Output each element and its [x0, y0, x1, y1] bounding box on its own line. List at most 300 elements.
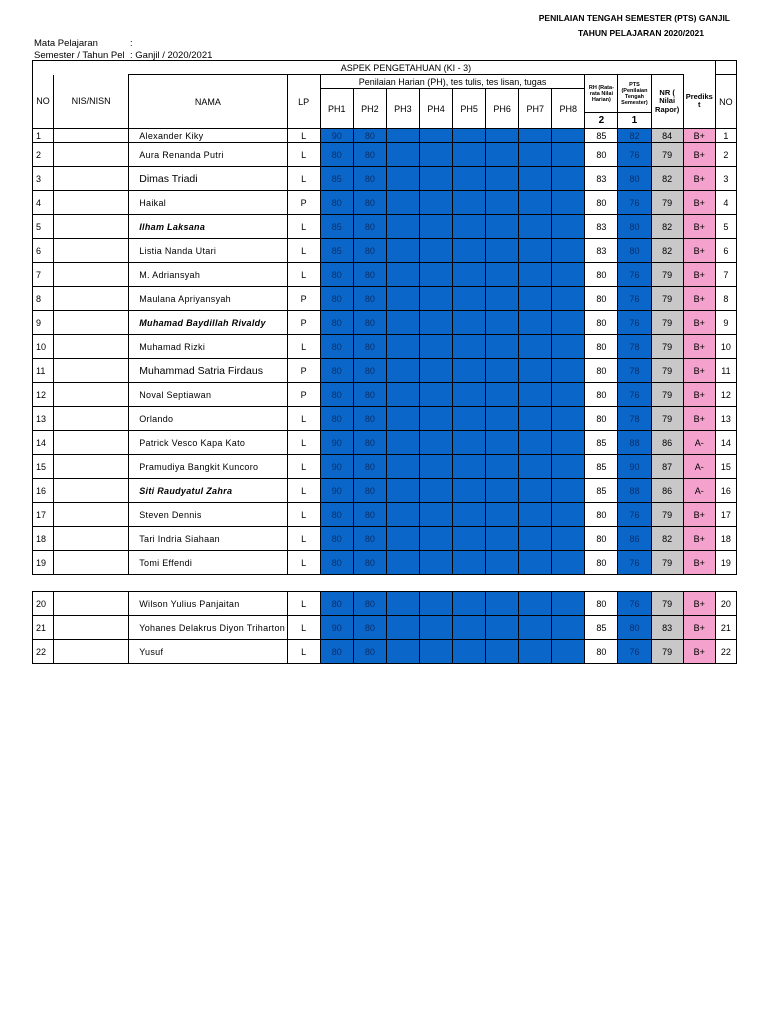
row-ph8: [552, 383, 585, 407]
row-no: 19: [33, 551, 54, 575]
row-ph4: [419, 263, 452, 287]
col-ph8: PH8: [552, 89, 585, 129]
row-pts: 76: [618, 640, 651, 664]
row-ph3: [386, 311, 419, 335]
table-row: [33, 503, 737, 527]
row-predikat: B+: [683, 592, 715, 616]
row-ph1: 80: [320, 383, 353, 407]
table-row: [33, 335, 737, 359]
col-ph7: PH7: [519, 89, 552, 129]
row-rh: 80: [585, 191, 618, 215]
row-ph6: [486, 431, 519, 455]
row-pts: 76: [618, 287, 651, 311]
row-ph5: [453, 167, 486, 191]
row-nr: 79: [651, 287, 683, 311]
row-ph2: 80: [353, 616, 386, 640]
row-ph8: [552, 167, 585, 191]
row-rh: 83: [585, 167, 618, 191]
row-ph8: [552, 335, 585, 359]
row-lp: L: [287, 503, 320, 527]
row-name: Listia Nanda Utari: [129, 239, 287, 263]
report-title: PENILAIAN TENGAH SEMESTER (PTS) GANJIL: [538, 13, 730, 23]
row-ph7: [519, 359, 552, 383]
row-predikat: B+: [683, 407, 715, 431]
row-no: 13: [33, 407, 54, 431]
row-ph3: [386, 129, 419, 143]
row-predikat: B+: [683, 383, 715, 407]
row-predikat: B+: [683, 551, 715, 575]
row-nr: 82: [651, 167, 683, 191]
row-no: 6: [33, 239, 54, 263]
row-predikat: B+: [683, 527, 715, 551]
row-lp: L: [287, 167, 320, 191]
row-no: 15: [33, 455, 54, 479]
row-ph6: [486, 383, 519, 407]
row-ph3: [386, 616, 419, 640]
row-ph8: [552, 129, 585, 143]
row-rh: 80: [585, 359, 618, 383]
row-predikat: B+: [683, 287, 715, 311]
row-no: 20: [33, 592, 54, 616]
row-ph3: [386, 287, 419, 311]
row-pts: 76: [618, 592, 651, 616]
row-lp: L: [287, 335, 320, 359]
row-nis: [54, 191, 129, 215]
row-pts: 76: [618, 143, 651, 167]
row-nis: [54, 167, 129, 191]
row-ph4: [419, 455, 452, 479]
row-ph3: [386, 431, 419, 455]
row-ph8: [552, 311, 585, 335]
row-ph4: [419, 239, 452, 263]
row-predikat: B+: [683, 263, 715, 287]
row-pts: 88: [618, 431, 651, 455]
table-row: [33, 383, 737, 407]
row-lp: L: [287, 215, 320, 239]
table-row: [33, 551, 737, 575]
row-ph2: 80: [353, 263, 386, 287]
row-ph5: [453, 143, 486, 167]
row-nr: 86: [651, 431, 683, 455]
row-ph1: 80: [320, 527, 353, 551]
row-nr: 84: [651, 129, 683, 143]
row-ph8: [552, 431, 585, 455]
row-ph5: [453, 129, 486, 143]
semester-value: : Ganjil / 2020/2021: [130, 50, 213, 61]
row-ph2: 80: [353, 503, 386, 527]
row-no-right: 9: [715, 311, 736, 335]
row-ph6: [486, 407, 519, 431]
row-ph5: [453, 239, 486, 263]
row-name: Orlando: [129, 407, 287, 431]
row-ph2: 80: [353, 215, 386, 239]
row-nr: 82: [651, 215, 683, 239]
table-row: [33, 239, 737, 263]
row-nis: [54, 239, 129, 263]
row-no: 18: [33, 527, 54, 551]
row-nr: 79: [651, 335, 683, 359]
row-nr: 82: [651, 527, 683, 551]
row-name: Siti Raudyatul Zahra: [129, 479, 287, 503]
row-ph8: [552, 143, 585, 167]
row-ph1: 80: [320, 311, 353, 335]
row-ph2: 80: [353, 287, 386, 311]
row-nr: 87: [651, 455, 683, 479]
col-lp: LP: [287, 75, 320, 129]
row-ph1: 80: [320, 359, 353, 383]
row-ph6: [486, 503, 519, 527]
row-pts: 76: [618, 551, 651, 575]
row-pts: 76: [618, 503, 651, 527]
row-ph1: 85: [320, 215, 353, 239]
row-no-right: 17: [715, 503, 736, 527]
row-pts: 88: [618, 479, 651, 503]
row-no: 3: [33, 167, 54, 191]
row-name: Wilson Yulius Panjaitan: [129, 592, 287, 616]
row-nr: 79: [651, 592, 683, 616]
row-nis: [54, 311, 129, 335]
row-nis: [54, 129, 129, 143]
row-rh: 80: [585, 640, 618, 664]
spacer-cell: [33, 575, 737, 592]
row-no: 10: [33, 335, 54, 359]
row-ph3: [386, 592, 419, 616]
row-name: Dimas Triadi: [129, 167, 287, 191]
row-no: 11: [33, 359, 54, 383]
row-pts: 80: [618, 215, 651, 239]
col-no-right: NO: [715, 75, 736, 129]
table-row: [33, 431, 737, 455]
row-no: 7: [33, 263, 54, 287]
row-ph8: [552, 455, 585, 479]
row-rh: 80: [585, 383, 618, 407]
row-nr: 79: [651, 640, 683, 664]
row-ph7: [519, 527, 552, 551]
row-ph7: [519, 191, 552, 215]
row-no: 21: [33, 616, 54, 640]
row-no-right: 6: [715, 239, 736, 263]
row-predikat: B+: [683, 359, 715, 383]
row-ph3: [386, 640, 419, 664]
row-ph4: [419, 407, 452, 431]
row-lp: L: [287, 479, 320, 503]
row-ph3: [386, 143, 419, 167]
row-pts: 76: [618, 191, 651, 215]
row-no-right: 3: [715, 167, 736, 191]
row-lp: P: [287, 191, 320, 215]
row-rh: 80: [585, 592, 618, 616]
row-name: Muhammad Satria Firdaus: [129, 359, 287, 383]
row-nis: [54, 431, 129, 455]
row-no: 14: [33, 431, 54, 455]
row-lp: L: [287, 143, 320, 167]
row-ph6: [486, 167, 519, 191]
row-ph2: 80: [353, 383, 386, 407]
row-nis: [54, 359, 129, 383]
row-ph7: [519, 592, 552, 616]
row-no: 5: [33, 215, 54, 239]
row-ph2: 80: [353, 129, 386, 143]
table-row: [33, 287, 737, 311]
row-pts: 80: [618, 616, 651, 640]
row-ph3: [386, 335, 419, 359]
row-ph6: [486, 455, 519, 479]
row-ph1: 80: [320, 143, 353, 167]
row-pts: 82: [618, 129, 651, 143]
mapel-label: Mata Pelajaran: [34, 38, 98, 49]
row-no: 4: [33, 191, 54, 215]
col-ph3: PH3: [386, 89, 419, 129]
row-ph3: [386, 359, 419, 383]
row-ph7: [519, 263, 552, 287]
row-ph2: 80: [353, 191, 386, 215]
row-lp: L: [287, 527, 320, 551]
row-pts: 76: [618, 263, 651, 287]
row-nr: 79: [651, 383, 683, 407]
row-name: Yohanes Delakrus Diyon Triharton: [129, 616, 287, 640]
row-ph5: [453, 640, 486, 664]
row-ph1: 80: [320, 551, 353, 575]
row-ph7: [519, 129, 552, 143]
row-no-right: 15: [715, 455, 736, 479]
col-no: NO: [33, 75, 54, 129]
row-name: M. Adriansyah: [129, 263, 287, 287]
row-pts: 80: [618, 239, 651, 263]
row-ph4: [419, 431, 452, 455]
row-no: 17: [33, 503, 54, 527]
table-row: [33, 359, 737, 383]
row-pts: 76: [618, 383, 651, 407]
row-ph4: [419, 640, 452, 664]
row-ph2: 80: [353, 407, 386, 431]
col-nama: NAMA: [129, 75, 287, 129]
row-ph3: [386, 551, 419, 575]
row-ph6: [486, 551, 519, 575]
row-predikat: B+: [683, 167, 715, 191]
row-ph7: [519, 215, 552, 239]
row-ph6: [486, 311, 519, 335]
row-ph4: [419, 143, 452, 167]
row-ph8: [552, 263, 585, 287]
row-ph6: [486, 359, 519, 383]
row-name: Haikal: [129, 191, 287, 215]
row-nis: [54, 335, 129, 359]
row-lp: P: [287, 311, 320, 335]
table-row: [33, 129, 737, 143]
table-row: [33, 592, 737, 616]
row-ph6: [486, 335, 519, 359]
col-rh: RH (Rata-rata Nilai Harian): [585, 75, 618, 113]
row-rh: 85: [585, 479, 618, 503]
row-rh: 85: [585, 431, 618, 455]
row-ph4: [419, 167, 452, 191]
row-nis: [54, 407, 129, 431]
row-no: 22: [33, 640, 54, 664]
table-row: [33, 527, 737, 551]
row-name: Alexander Kiky: [129, 129, 287, 143]
row-nr: 82: [651, 239, 683, 263]
row-no-right: 22: [715, 640, 736, 664]
report-year: TAHUN PELAJARAN 2020/2021: [578, 28, 704, 38]
row-predikat: B+: [683, 129, 715, 143]
row-no-right: 10: [715, 335, 736, 359]
row-rh: 80: [585, 143, 618, 167]
row-ph7: [519, 407, 552, 431]
row-ph4: [419, 287, 452, 311]
mapel-value: :: [130, 38, 133, 49]
row-ph3: [386, 383, 419, 407]
row-lp: L: [287, 407, 320, 431]
table-row: [33, 311, 737, 335]
row-ph4: [419, 191, 452, 215]
aspek-header: ASPEK PENGETAHUAN (KI - 3): [129, 61, 684, 75]
row-nr: 79: [651, 503, 683, 527]
row-ph3: [386, 503, 419, 527]
row-pts: 78: [618, 335, 651, 359]
row-lp: L: [287, 592, 320, 616]
row-ph6: [486, 129, 519, 143]
col-nr: NR ( Nilai Rapor): [651, 75, 683, 129]
col-ph2: PH2: [353, 89, 386, 129]
row-lp: P: [287, 287, 320, 311]
row-no-right: 16: [715, 479, 736, 503]
row-rh: 83: [585, 215, 618, 239]
row-nis: [54, 527, 129, 551]
row-ph6: [486, 143, 519, 167]
row-ph1: 90: [320, 455, 353, 479]
table-row: [33, 407, 737, 431]
row-no: 8: [33, 287, 54, 311]
row-rh: 85: [585, 616, 618, 640]
row-predikat: B+: [683, 503, 715, 527]
row-ph1: 80: [320, 263, 353, 287]
row-ph8: [552, 640, 585, 664]
row-ph2: 80: [353, 527, 386, 551]
row-no: 1: [33, 129, 54, 143]
ph-group-header: Penilaian Harian (PH), tes tulis, tes lisan, tugas: [320, 75, 585, 89]
row-ph6: [486, 592, 519, 616]
row-nis: [54, 263, 129, 287]
row-lp: P: [287, 383, 320, 407]
row-ph2: 80: [353, 167, 386, 191]
row-ph6: [486, 616, 519, 640]
row-predikat: B+: [683, 640, 715, 664]
row-ph7: [519, 335, 552, 359]
row-lp: P: [287, 359, 320, 383]
row-ph4: [419, 551, 452, 575]
row-no: 16: [33, 479, 54, 503]
row-name: Pramudiya Bangkit Kuncoro: [129, 455, 287, 479]
row-rh: 80: [585, 335, 618, 359]
row-nis: [54, 592, 129, 616]
row-no-right: 12: [715, 383, 736, 407]
row-ph5: [453, 479, 486, 503]
row-ph2: 80: [353, 455, 386, 479]
weight-pts: 1: [618, 113, 651, 129]
row-no-right: 21: [715, 616, 736, 640]
row-predikat: B+: [683, 143, 715, 167]
row-ph5: [453, 311, 486, 335]
row-ph7: [519, 311, 552, 335]
row-no-right: 1: [715, 129, 736, 143]
col-ph4: PH4: [419, 89, 452, 129]
row-ph2: 80: [353, 359, 386, 383]
row-ph4: [419, 527, 452, 551]
row-no-right: 20: [715, 592, 736, 616]
row-ph2: 80: [353, 239, 386, 263]
row-predikat: B+: [683, 335, 715, 359]
table-row: [33, 263, 737, 287]
row-no: 12: [33, 383, 54, 407]
row-rh: 80: [585, 503, 618, 527]
row-name: Maulana Apriyansyah: [129, 287, 287, 311]
row-ph8: [552, 551, 585, 575]
row-predikat: B+: [683, 215, 715, 239]
row-ph6: [486, 527, 519, 551]
row-nr: 79: [651, 551, 683, 575]
row-ph1: 80: [320, 503, 353, 527]
row-ph7: [519, 640, 552, 664]
row-ph1: 85: [320, 167, 353, 191]
semester-label: Semester / Tahun Pel: [34, 50, 125, 61]
row-ph3: [386, 239, 419, 263]
row-ph6: [486, 263, 519, 287]
row-predikat: B+: [683, 311, 715, 335]
row-no-right: 18: [715, 527, 736, 551]
col-ph5: PH5: [453, 89, 486, 129]
row-nr: 79: [651, 263, 683, 287]
row-ph7: [519, 479, 552, 503]
row-no-right: 8: [715, 287, 736, 311]
row-ph6: [486, 479, 519, 503]
row-ph4: [419, 592, 452, 616]
row-lp: L: [287, 263, 320, 287]
row-no: 2: [33, 143, 54, 167]
row-ph4: [419, 311, 452, 335]
row-ph7: [519, 431, 552, 455]
row-ph1: 80: [320, 287, 353, 311]
row-nis: [54, 503, 129, 527]
row-ph5: [453, 592, 486, 616]
table-row: [33, 215, 737, 239]
row-nr: 83: [651, 616, 683, 640]
col-pts: PTS (Penilaian Tengah Semester): [618, 75, 651, 113]
row-name: Muhamad Baydillah Rivaldy: [129, 311, 287, 335]
row-nis: [54, 616, 129, 640]
row-lp: L: [287, 431, 320, 455]
row-nis: [54, 551, 129, 575]
row-ph8: [552, 592, 585, 616]
row-no-right: 19: [715, 551, 736, 575]
row-ph1: 85: [320, 239, 353, 263]
row-ph1: 90: [320, 616, 353, 640]
row-lp: L: [287, 640, 320, 664]
row-rh: 85: [585, 129, 618, 143]
row-ph1: 90: [320, 479, 353, 503]
row-ph1: 80: [320, 407, 353, 431]
row-ph8: [552, 359, 585, 383]
row-ph6: [486, 215, 519, 239]
row-pts: 86: [618, 527, 651, 551]
row-nis: [54, 455, 129, 479]
row-ph5: [453, 191, 486, 215]
row-nis: [54, 287, 129, 311]
group-spacer: [33, 575, 737, 592]
row-ph5: [453, 359, 486, 383]
mapel-line: [34, 38, 133, 49]
table-row: [33, 640, 737, 664]
row-ph5: [453, 616, 486, 640]
